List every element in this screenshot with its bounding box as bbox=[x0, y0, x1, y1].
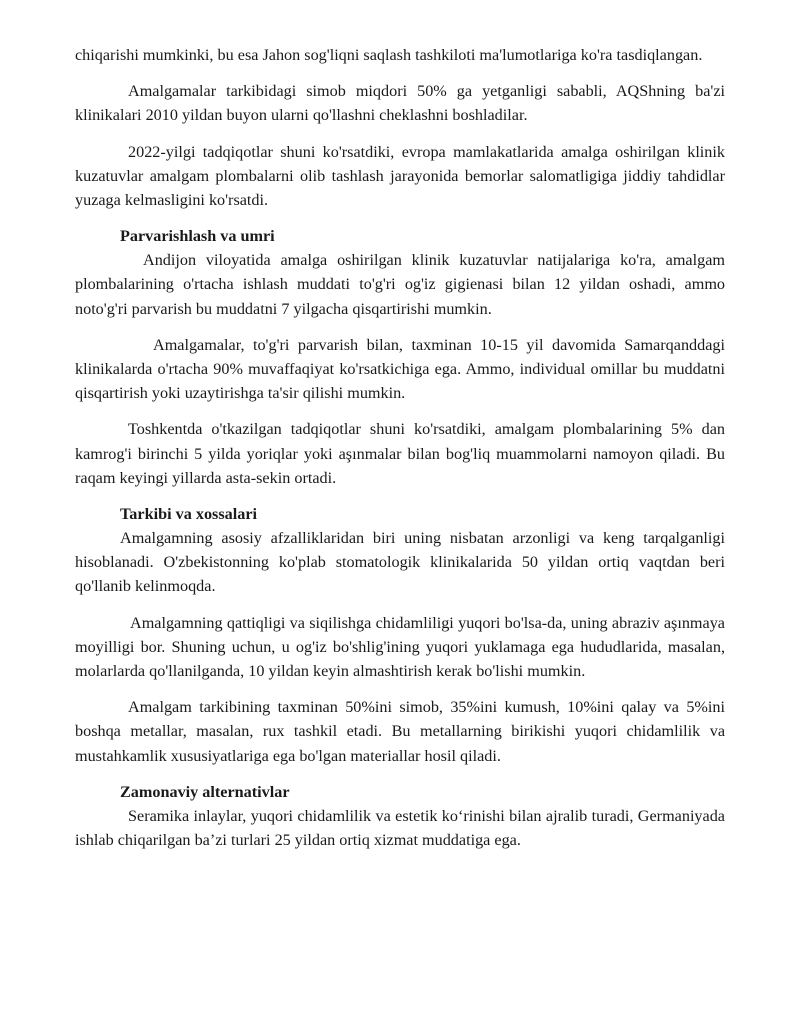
section-heading: Zamonaviy alternativlar bbox=[120, 782, 290, 801]
paragraph: Toshkentda o'tkazilgan tadqiqotlar shuni ko'rsatdiki, amalgam plombalarining 5% dan kamrog'i birinchi 5 yilda yoriqlar yoki aşınmalar bilan bog'liq muammolarni namoyon qiladi. Bu raqam keyingi yillarda asta-sekin ortadi. bbox=[75, 420, 725, 487]
paragraph: Seramika inlaylar, yuqori chidamlilik va estetik ko‘rinishi bilan ajralib turadi, Germaniyada ishlab chiqarilgan ba’zi turlari 25 yildan ortiq xizmat muddatiga ega. bbox=[75, 806, 725, 850]
section-heading: Parvarishlash va umri bbox=[120, 227, 275, 246]
paragraph: 2022-yilgi tadqiqotlar shuni ko'rsatdiki, evropa mamlakatlarida amalga oshirilgan klinik kuzatuvlar amalgam plombalarni olib tashlash jarayonida bemorlar salomatligiga jiddiy tahdidlar yuzaga kelmasligini ko'rsatdi. bbox=[75, 142, 725, 210]
document-page bbox=[75, 43, 725, 864]
section-care-and-lifespan bbox=[75, 224, 725, 490]
paragraph: Amalgamning qattiqligi va siqilishga chidamliligi yuqori bo'lsa-da, uning abraziv aşınmaya moyilligi bor. Shuning uchun, u og'iz bo'shlig'ining yuqori yuklamaga ega hududlarida, masalan, molarlarda qo'llanilganda, 10 yildan keyin almashtirish kerak bo'lishi mumkin. bbox=[75, 613, 725, 681]
paragraph: Amalgamalar tarkibidagi simob miqdori 50% ga yetganligi sababli, AQShning ba'zi klinikalari 2010 yildan buyon ularni qo'llashni cheklashni boshladilar. bbox=[75, 82, 725, 125]
paragraph: Andijon viloyatida amalga oshirilgan klinik kuzatuvlar natijalariga ko'ra, amalgam plombalarining o'rtacha ishlash muddati to'g'ri og'iz gigienasi bilan 12 yildan oshadi, ammo noto'g'ri parvarish bu muddatni 7 yilgacha qisqartirishi mumkin. bbox=[75, 251, 725, 318]
section-heading: Tarkibi va xossalari bbox=[120, 505, 258, 524]
section-modern-alternatives bbox=[75, 780, 725, 852]
paragraph: Amalgamning asosiy afzalliklaridan biri uning nisbatan arzonligi va keng tarqalganligi hisoblanadi. O'zbekistonning ko'plab stomatologik klinikalarida 50 yildan ortiq vaqtdan beri qo'llanib kelinmoqda. bbox=[75, 529, 725, 596]
section-composition-and-properties bbox=[75, 502, 725, 768]
paragraph: chiqarishi mumkinki, bu esa Jahon sog'liqni saqlash tashkiloti ma'lumotlariga ko'ra tasdiqlangan. bbox=[75, 46, 703, 64]
paragraph: Amalgam tarkibining taxminan 50%ini simob, 35%ini kumush, 10%ini qalay va 5%ini boshqa metallar, masalan, rux tashkil etadi. Bu metallarning birikishi yuqori chidamlilik va mustahkamlik xususiyatlariga ega bo'lgan materiallar hosil qiladi. bbox=[75, 698, 725, 765]
paragraph: Amalgamalar, to'g'ri parvarish bilan, taxminan 10-15 yil davomida Samarqanddagi klinikalarda o'rtacha 90% muvaffaqiyat ko'rsatkichiga ega. Ammo, individual omillar bu muddatni qisqartirish yoki uzaytirishga ta'sir qilishi mumkin. bbox=[75, 335, 725, 403]
